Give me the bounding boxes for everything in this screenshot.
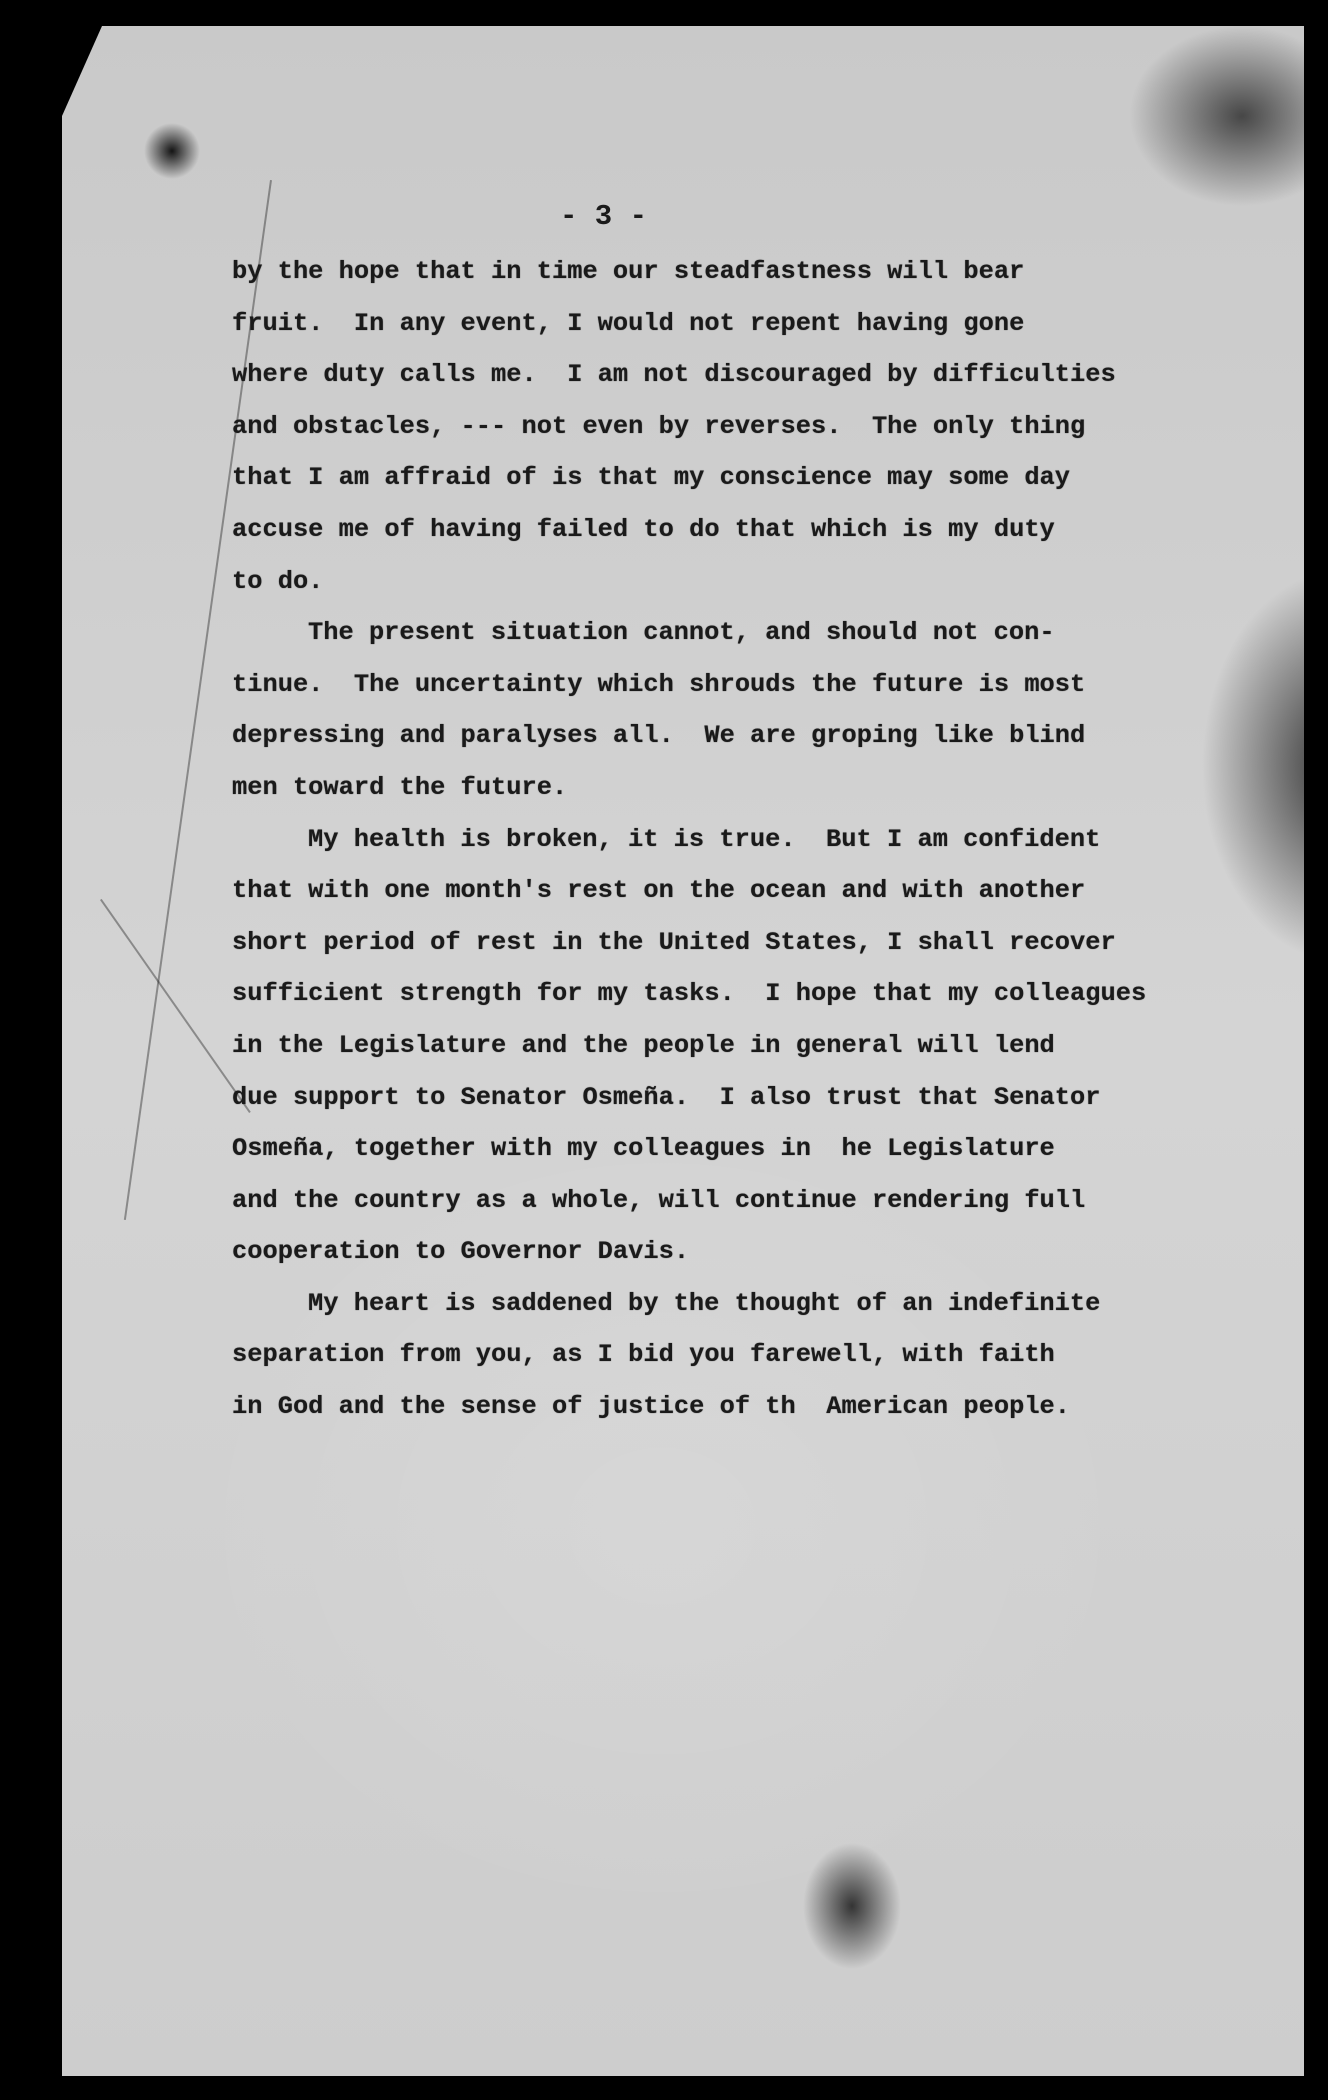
text-line: cooperation to Governor Davis.: [232, 1237, 690, 1267]
text-line: accuse me of having failed to do that which is my duty: [232, 514, 1055, 544]
paragraph: [232, 814, 1192, 1278]
text-line: sufficient strength for my tasks. I hope that my colleagues: [232, 979, 1147, 1009]
text-line: short period of rest in the United States, I shall recover: [232, 927, 1116, 957]
text-line: tinue. The uncertainty which shrouds the future is most: [232, 669, 1086, 699]
paragraph: [232, 607, 1192, 813]
text-line: The present situation cannot, and should not con-: [308, 618, 1055, 648]
paragraph: [232, 246, 1192, 607]
text-line: fruit. In any event, I would not repent having gone: [232, 308, 1025, 338]
text-line: in God and the sense of justice of th American people.: [232, 1392, 1071, 1422]
paragraph: [232, 1278, 1192, 1433]
text-line: in the Legislature and the people in general will lend: [232, 1030, 1055, 1060]
text-line: where duty calls me. I am not discouraged by difficulties: [232, 360, 1116, 390]
text-line: to do.: [232, 566, 324, 596]
letter-body: [232, 246, 1192, 1433]
page-number: - 3 -: [560, 200, 648, 233]
text-line: and the country as a whole, will continue rendering full: [232, 1185, 1086, 1215]
text-line: My heart is saddened by the thought of an indefinite: [308, 1288, 1101, 1318]
text-line: that with one month's rest on the ocean and with another: [232, 876, 1086, 906]
text-line: and obstacles, --- not even by reverses. The only thing: [232, 411, 1086, 441]
text-line: by the hope that in time our steadfastness will bear: [232, 257, 1025, 286]
text-line: depressing and paralyses all. We are groping like blind: [232, 721, 1086, 751]
text-line: that I am affraid of is that my conscience may some day: [232, 463, 1071, 493]
text-line: separation from you, as I bid you farewell, with faith: [232, 1340, 1055, 1370]
text-line: My health is broken, it is true. But I am confident: [308, 824, 1101, 854]
text-line: due support to Senator Osmeña. I also trust that Senator: [232, 1082, 1101, 1112]
text-line: men toward the future.: [232, 772, 568, 802]
text-line: Osmeña, together with my colleagues in he Legislature: [232, 1134, 1055, 1164]
